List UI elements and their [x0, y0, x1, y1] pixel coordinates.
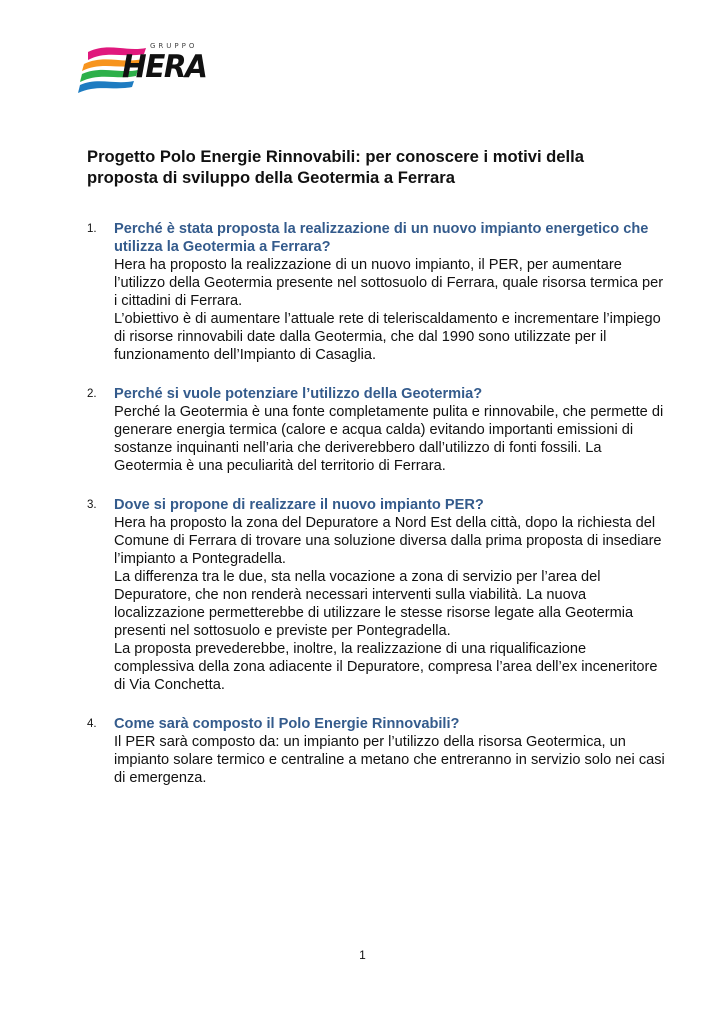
question-heading: Dove si propone di realizzare il nuovo impianto PER?: [114, 497, 484, 513]
faq-item-1: [87, 220, 667, 364]
answer-paragraph: Hera ha proposto la zona del Depuratore a Nord Est della città, dopo la richiesta del Comune di Ferrara di trovare una soluzione diversa dalla prima proposta di insediare l’impianto a Pontegradella.: [114, 515, 662, 567]
question-heading: Come sarà composto il Polo Energie Rinnovabili?: [114, 716, 460, 732]
answer-paragraph: Perché la Geotermia è una fonte completamente pulita e rinnovabile, che permette di generare energia termica (calore e acqua calda) evitando importanti emissioni di sostanze inquinanti nell’aria che deriverebbero dall’utilizzo di fonti fossili. La Geotermia è una peculiarità del territorio di Ferrara.: [114, 404, 664, 474]
answer-paragraph: La differenza tra le due, sta nella vocazione a zona di servizio per l’area del Depuratore, che non renderà necessari interventi sulla viabilità. La nuova localizzazione permetterebbe di utilizzare le stesse risorse legate alla Geotermia presenti nel sottosuolo e previste per Pontegradella.: [114, 569, 634, 639]
question-heading: Perché è stata proposta la realizzazione di un nuovo impianto energetico che utilizza la Geotermia a Ferrara?: [114, 221, 649, 255]
answer-paragraph: La proposta prevederebbe, inoltre, la realizzazione di una riqualificazione complessiva della zona adiacente il Depuratore, compresa l’area dell’ex inceneritore di Via Conchetta.: [114, 641, 658, 693]
page-number: 1: [359, 948, 366, 962]
document-title: Progetto Polo Energie Rinnovabili: per conoscere i motivi della proposta di sviluppo della Geotermia a Ferrara: [87, 147, 584, 187]
answer-paragraph: L’obiettivo è di aumentare l’attuale rete di teleriscaldamento e incrementare l’impiego di risorse rinnovabili date dalla Geotermia, che dal 1990 sono utilizzate per il funzionamento dell’Impianto di Casaglia.: [114, 311, 661, 363]
question-heading: Perché si vuole potenziare l’utilizzo della Geotermia?: [114, 386, 483, 402]
logo-group-label: GRUPPO: [150, 42, 198, 50]
item-number: 4.: [87, 718, 97, 730]
item-number: 1.: [87, 223, 97, 235]
faq-item-3: [87, 496, 667, 694]
item-number: 2.: [87, 388, 97, 400]
answer-paragraph: Hera ha proposto la realizzazione di un nuovo impianto, il PER, per aumentare l’utilizzo della Geotermia presente nel sottosuolo di Ferrara, quale risorsa termica per i cittadini di Ferrara.: [114, 257, 664, 309]
logo-wordmark: HERA: [122, 49, 207, 85]
answer-paragraph: Il PER sarà composto da: un impianto per l’utilizzo della risorsa Geotermica, un impianto solare termico e centraline a metano che entreranno in servizio solo nei casi di emergenza.: [114, 734, 665, 786]
faq-item-4: [87, 715, 667, 787]
faq-item-2: [87, 385, 667, 475]
item-number: 3.: [87, 499, 97, 511]
faq-list: [87, 220, 667, 787]
